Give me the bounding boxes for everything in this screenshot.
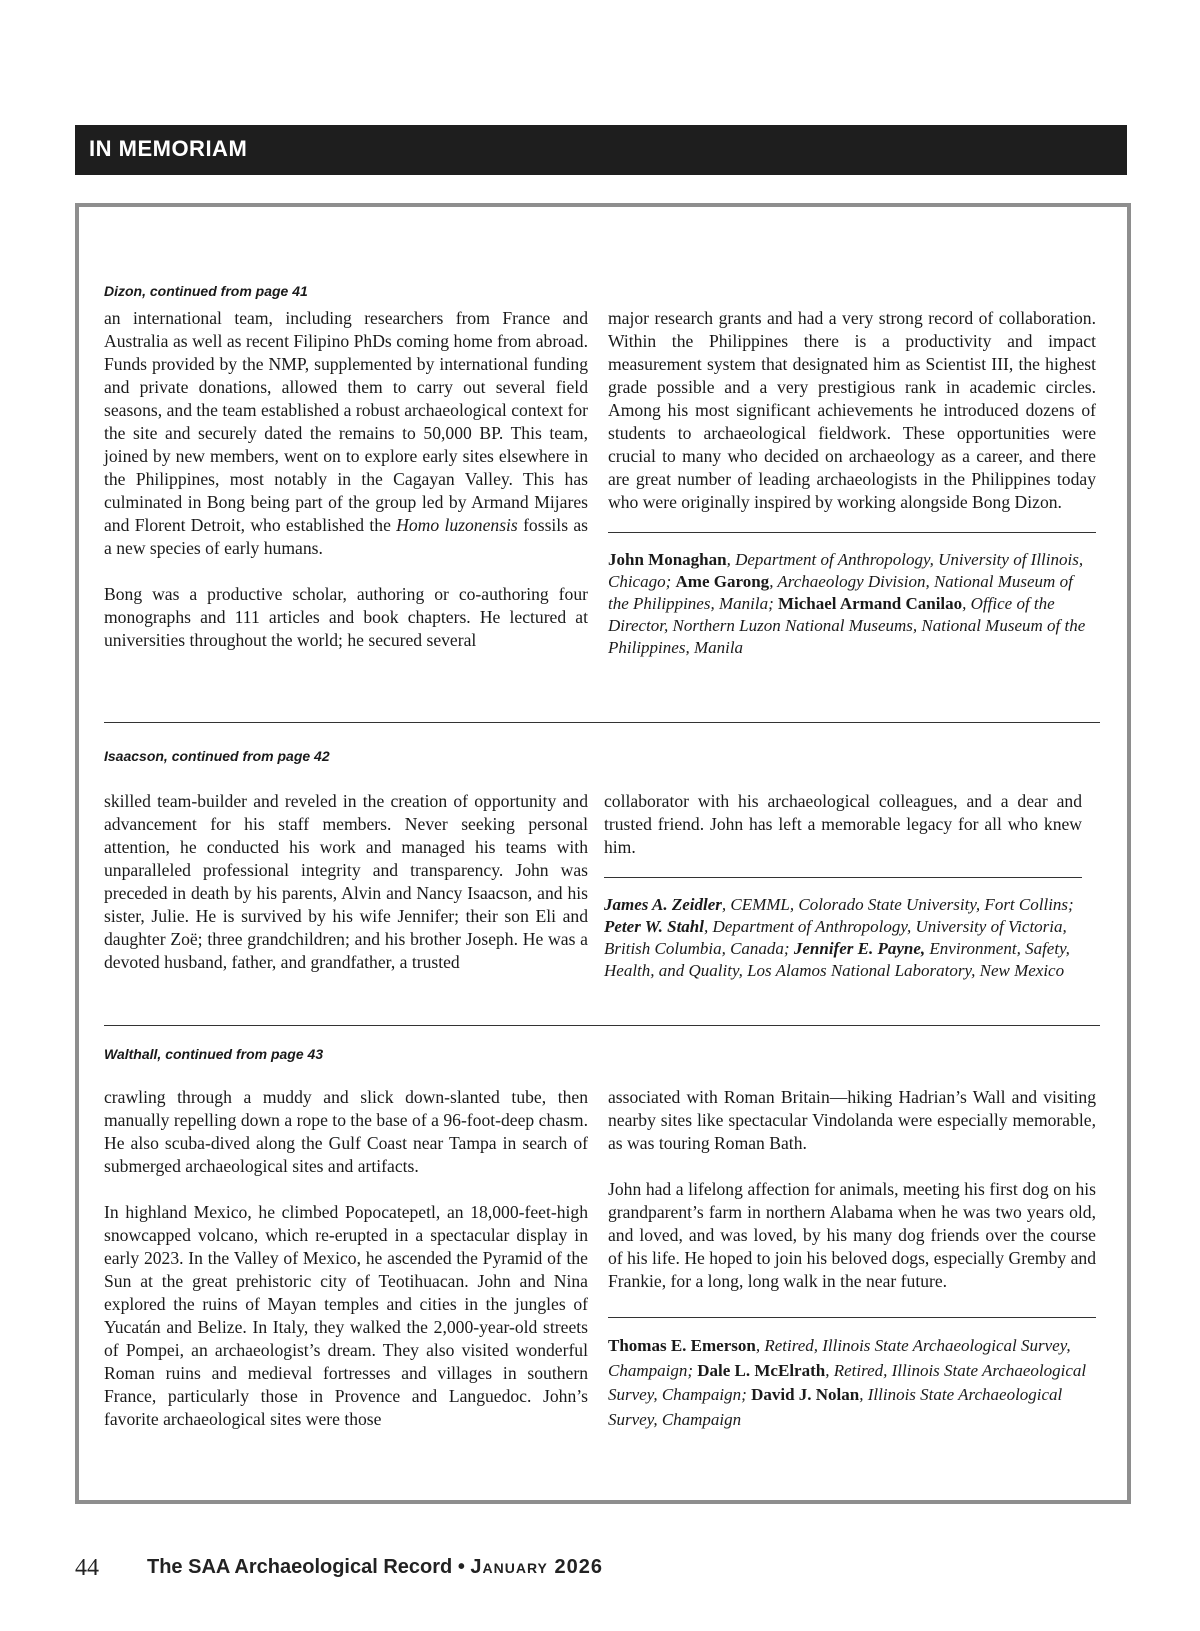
right-column bbox=[608, 307, 1096, 659]
author-signature: John Monaghan, Department of Anthropology, University of Illinois, Chicago; Ame Garong, Archaeology Division, National Museum of the Philippines, Manila; Michael Armand Canilao, Office of the Director, Northern Luzon National Museums, National Museum of the Philippines, Manila bbox=[608, 550, 1086, 657]
paragraph: crawling through a muddy and slick down-slanted tube, then manually repelling down a rope to the base of a 96-foot-deep chasm. He also scuba-dived along the Gulf Coast near Tampa in search of submerged archaeological sites and artifacts. bbox=[104, 1087, 588, 1176]
paragraph: John had a lifelong affection for animals, meeting his first dog on his grandparent’s farm in northern Alabama when he was two years old, and loved, and was loved, by his many dog friends over the course of his life. He hoped to join his beloved dogs, especially Gremby and Frankie, for a long, long walk in the near future. bbox=[608, 1179, 1096, 1291]
right-column bbox=[608, 1086, 1096, 1432]
continued-label: Isaacson, continued from page 42 bbox=[104, 748, 330, 764]
banner-title: IN MEMORIAM bbox=[89, 136, 248, 161]
continued-label: Dizon, continued from page 41 bbox=[104, 283, 308, 299]
author-signature: Thomas E. Emerson, Retired, Illinois State Archaeological Survey, Champaign; Dale L. McElrath, Retired, Illinois State Archaeological Survey, Champaign; David J. Nolan, Illinois State Archaeological Survey, Champaign bbox=[608, 1336, 1087, 1429]
section-banner bbox=[75, 125, 1127, 175]
paragraph: In highland Mexico, he climbed Popocatepetl, an 18,000-feet-high snowcapped volcano, which re-erupted in a spectacular display in early 2023. In the Valley of Mexico, he ascended the Pyramid of the Sun at the great prehistoric city of Teotihuacan. John and Nina explored the ruins of Mayan temples and cities in the jungles of Yucatán and Belize. In Italy, they walked the 2,000-year-old streets of Pompei, an archaeologist’s dream. They also visited wonderful Roman ruins and medieval fortresses and villages in southern France, particularly those in Provence and Languedoc. John’s favorite archaeological sites were those bbox=[104, 1202, 588, 1429]
journal-title: The SAA Archaeological Record • January 2026 bbox=[147, 1556, 603, 1578]
divider bbox=[608, 532, 1096, 533]
paragraph: an international team, including researchers from France and Australia as well as recent Filipino PhDs coming home from abroad. Funds provided by the NMP, supplemented by international funding and private donations, allowed them to carry out several field seasons, and the team established a robust archaeological context for the site and securely dated the remains to 50,000 BP. This team, joined by new members, went on to explore early sites elsewhere in the Philippines, most notably in the Cagayan Valley. This has culminated in Bong being part of the group led by Armand Mijares and Florent Detroit, who established the Homo luzonensis fossils as a new species of early humans. bbox=[104, 308, 588, 558]
paragraph: associated with Roman Britain—hiking Hadrian’s Wall and visiting nearby sites like spectacular Vindolanda were especially memorable, as was touring Roman Bath. bbox=[608, 1087, 1096, 1153]
continued-label: Walthall, continued from page 43 bbox=[104, 1046, 324, 1062]
isaacson-section bbox=[104, 748, 1100, 1008]
author-signature: James A. Zeidler, CEMML, Colorado State University, Fort Collins; Peter W. Stahl, Department of Anthropology, University of Victoria, British Columbia, Canada; Jennifer E. Payne, Environment, Safety, Health, and Quality, Los Alamos National Laboratory, New Mexico bbox=[604, 895, 1074, 980]
divider bbox=[608, 1317, 1096, 1318]
left-column bbox=[104, 1086, 588, 1431]
paragraph: collaborator with his archaeological colleagues, and a dear and trusted friend. John has left a memorable legacy for all who knew him. bbox=[604, 791, 1082, 857]
divider bbox=[604, 877, 1082, 878]
dizon-section bbox=[104, 283, 1100, 683]
paragraph: skilled team-builder and reveled in the creation of opportunity and advancement for his staff members. Never seeking personal attention, he conducted his work and managed his teams with unparalleled professional integrity and transparency. John was preceded in death by his parents, Alvin and Nancy Isaacson, and his sister, Julie. He is survived by his wife Jennifer; their son Eli and daughter Zoë; three grandchildren; and his brother Joseph. He was a devoted husband, father, and grandfather, a trusted bbox=[104, 791, 588, 972]
page-number: 44 bbox=[75, 1555, 99, 1581]
paragraph: major research grants and had a very strong record of collaboration. Within the Philippines there is a productivity and impact measurement system that designated him as Scientist III, the highest grade possible and a very prestigious rank in academic circles. Among his most significant achievements he introduced dozens of students to archaeological fieldwork. These opportunities were crucial to many who decided on archaeology as a career, and there are great number of leading archaeologists in the Philippines today who were originally inspired by working alongside Bong Dizon. bbox=[608, 308, 1096, 512]
paragraph: Bong was a productive scholar, authoring or co-authoring four monographs and 111 articles and book chapters. He lectured at universities throughout the world; he secured several bbox=[104, 584, 588, 650]
left-column bbox=[104, 307, 588, 652]
walthall-section bbox=[104, 1046, 1100, 1476]
right-column bbox=[604, 790, 1082, 982]
section-divider bbox=[104, 722, 1100, 723]
issue-date: January 2026 bbox=[470, 1556, 603, 1578]
section-divider bbox=[104, 1025, 1100, 1026]
left-column bbox=[104, 790, 588, 974]
